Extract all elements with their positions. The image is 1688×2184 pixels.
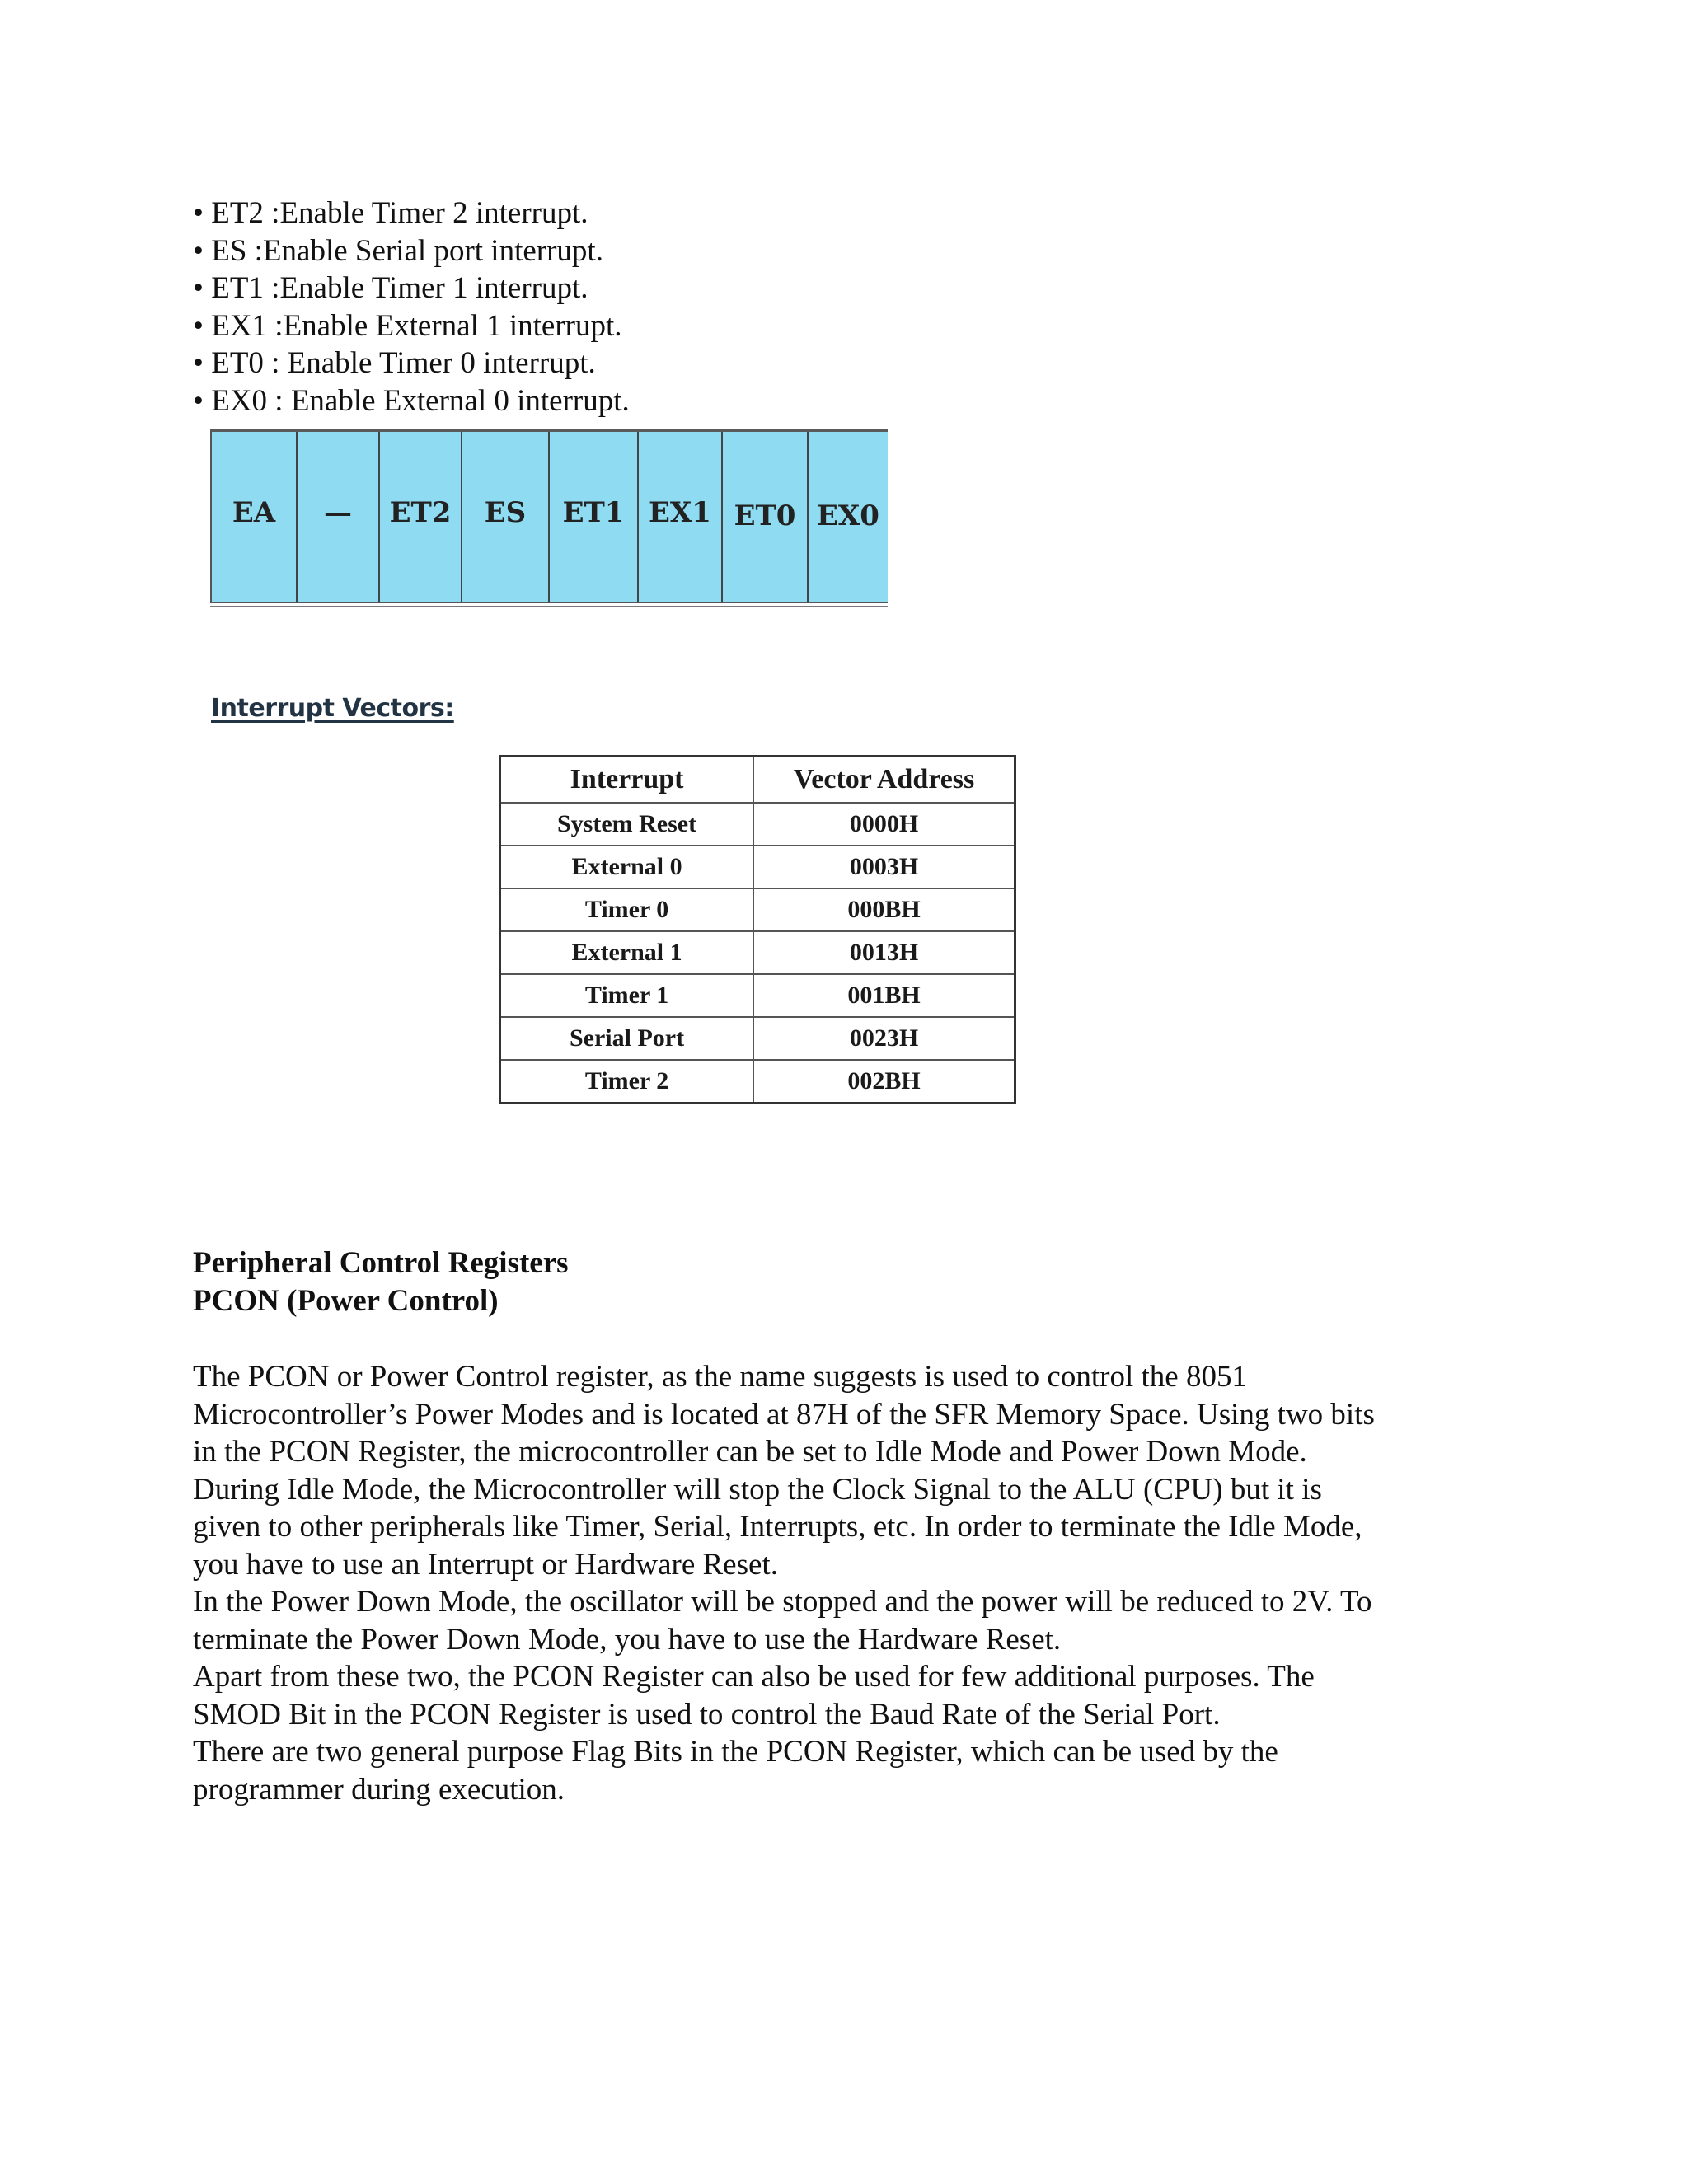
- ie-bit-ea: EA: [210, 432, 296, 602]
- paragraph-line: programmer during execution.: [193, 1772, 565, 1807]
- header-interrupt: Interrupt: [500, 757, 754, 804]
- interrupt-name: External 0: [500, 846, 754, 888]
- bullet-et0: • ET0 : Enable Timer 0 interrupt.: [193, 344, 630, 382]
- table-row: [500, 1060, 1015, 1104]
- bullet-ex0: • EX0 : Enable External 0 interrupt.: [193, 382, 630, 420]
- paragraph-line: There are two general purpose Flag Bits in the PCON Register, which can be used by the: [193, 1735, 1278, 1769]
- interrupt-name: System Reset: [500, 803, 754, 846]
- ie-bit-ex1: EX1: [637, 432, 721, 602]
- bullet-ex1: • EX1 :Enable External 1 interrupt.: [193, 307, 630, 345]
- paragraph-line: During Idle Mode, the Microcontroller will stop the Clock Signal to the ALU (CPU) but it is: [193, 1472, 1322, 1507]
- interrupt-vector-table: [499, 755, 1016, 1104]
- interrupt-vectors-title: Interrupt Vectors:: [211, 694, 454, 723]
- ie-bit-ex0: EX0: [807, 432, 888, 602]
- table-header-row: [500, 757, 1015, 804]
- header-vector-address: Vector Address: [753, 757, 1015, 804]
- interrupt-enable-bit-list: [193, 194, 630, 419]
- vector-address: 0000H: [753, 803, 1015, 846]
- paragraph-line: you have to use an Interrupt or Hardware Reset.: [193, 1547, 778, 1582]
- ie-bit-et0: ET0: [721, 432, 807, 602]
- table-row: [500, 888, 1015, 931]
- table-row: [500, 974, 1015, 1017]
- interrupt-name: Timer 1: [500, 974, 754, 1017]
- paragraph-line: The PCON or Power Control register, as the name suggests is used to control the 8051: [193, 1360, 1247, 1394]
- interrupt-name: Timer 0: [500, 888, 754, 931]
- vector-address: 0023H: [753, 1017, 1015, 1060]
- subsection-heading: PCON (Power Control): [193, 1284, 499, 1318]
- ie-bit-es: ES: [461, 432, 548, 602]
- paragraph-line: In the Power Down Mode, the oscillator will be stopped and the power will be reduced to 2V. To: [193, 1585, 1372, 1619]
- vector-address: 0013H: [753, 931, 1015, 974]
- interrupt-name: External 1: [500, 931, 754, 974]
- pcon-description: [193, 1358, 1479, 1808]
- vector-address: 002BH: [753, 1060, 1015, 1104]
- interrupt-name: Serial Port: [500, 1017, 754, 1060]
- paragraph-line: terminate the Power Down Mode, you have to use the Hardware Reset.: [193, 1622, 1062, 1657]
- table-row: [500, 846, 1015, 888]
- paragraph-line: in the PCON Register, the microcontroller can be set to Idle Mode and Power Down Mode.: [193, 1435, 1307, 1469]
- bullet-es: • ES :Enable Serial port interrupt.: [193, 232, 630, 270]
- section-heading: Peripheral Control Registers: [193, 1246, 569, 1280]
- vector-address: 000BH: [753, 888, 1015, 931]
- ie-bit-et2: ET2: [378, 432, 461, 602]
- paragraph-line: given to other peripherals like Timer, Serial, Interrupts, etc. In order to terminate the Idle Mode,: [193, 1510, 1362, 1544]
- table-row: [500, 803, 1015, 846]
- ie-bit-reserved: —: [296, 432, 378, 602]
- vector-address: 001BH: [753, 974, 1015, 1017]
- paragraph-line: Apart from these two, the PCON Register can also be used for few additional purposes. The: [193, 1660, 1315, 1694]
- ie-register-diagram: [210, 429, 888, 603]
- vector-address: 0003H: [753, 846, 1015, 888]
- paragraph-line: Microcontroller’s Power Modes and is located at 87H of the SFR Memory Space. Using two bits: [193, 1397, 1375, 1432]
- table-row: [500, 1017, 1015, 1060]
- paragraph-line: SMOD Bit in the PCON Register is used to control the Baud Rate of the Serial Port.: [193, 1697, 1221, 1732]
- bullet-et1: • ET1 :Enable Timer 1 interrupt.: [193, 269, 630, 307]
- table-row: [500, 931, 1015, 974]
- bullet-et2: • ET2 :Enable Timer 2 interrupt.: [193, 194, 630, 232]
- interrupt-name: Timer 2: [500, 1060, 754, 1104]
- ie-bit-et1: ET1: [548, 432, 637, 602]
